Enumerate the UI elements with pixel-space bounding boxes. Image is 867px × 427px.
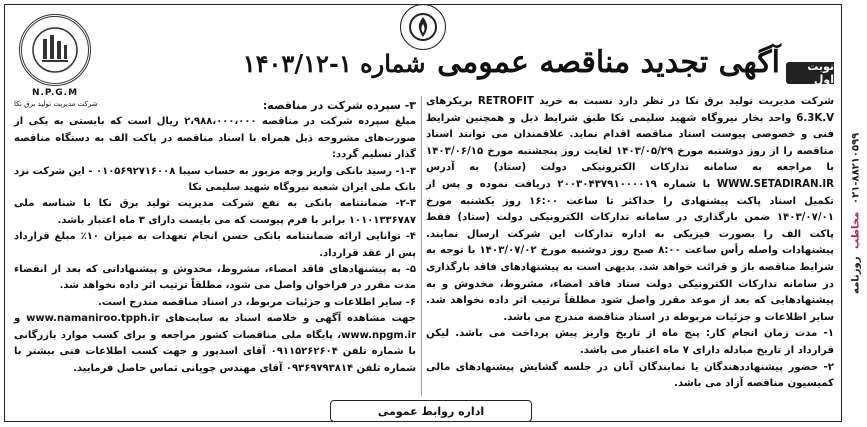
bank-guarantee-paragraph: ۲-۳- ضمانتنامه بانکی به نفع شرکت مدیریت تولید برق نکا با شناسه ملی ۱۰۱۰۱۳۳۶۷۸۷ برابر با فرم پیوست که می بایست دارای ۳ ماه اعتبار باشد. — [14, 198, 416, 226]
rejection-paragraph: ۵- به پیشنهادهای فاقد امضاء، مشروط، مخدوش و پیشنهاداتی که بعد از انقضاء مدت مقرر در فراخوان واصل می شود، مطلقاً ترتیب اثر داده نخواهد شد. — [14, 264, 416, 292]
company-seal-icon — [19, 14, 91, 86]
right-column — [426, 94, 834, 393]
side-highlight: مخاطب — [850, 211, 862, 249]
contact-paragraph: جهت مشاهده آگهی و خلاصه اسناد به سایت‌های www.namaniroo.tpph.ir و www.npgm.ir، پایگاه ملی مناقصات کشور مراجعه و برای کسب موارد بازرگانی با شماره تلفن ۰۹۱۱۵۲۶۲۶۰۴ آقای اسدپور و جهت کسب اطلاعات فنی بیشتر با شماره تلفن ۰۹۳۶۹۷۹۳۸۱۴ آقای مهندس چوپانی تماس حاصل فرمایید. — [14, 313, 416, 374]
deposit-paragraph: مبلغ سپرده شرکت در مناقصه ۲،۹۸۸،۰۰۰،۰۰۰ ریال است که بایستی به یکی از صورت‌های مشروحه ذیل همراه با اسناد مناقصه در پاکت الف به دستگاه مناقصه گذار تسلیم گردد: — [14, 116, 417, 161]
intro-paragraph: شرکت مدیریت تولید برق نکا در نظر دارد نسبت به خرید RETROFIT بریکرهای 6.3K.V واحد بخار نیروگاه شهید سلیمی نکا طبق شرایط ذیل و همچنین شرایط فنی و خصوصی پیوست اسناد مناقصه اقدام نماید. علاقمندان می توانند اسناد مناقصه را از روز دوشنبه مورخ ۱۴۰۳/۰۵/۲۹ لغایت روز پنجشنبه مورخ ۱۴۰۳/۰۶/۱۵ با مراجعه به سامانه تدارکات الکترونیکی دولت (ستاد) به آدرس WWW.SETADIRAN.IR با شماره ۲۰۰۳۰۴۳۷۹۱۰۰۰۰۱۹ دریافت نموده و پس از تکمیل اسناد پاکت پیشنهادی را حداکثر تا ساعت ۱۶:۰۰ روز یکشنبه مورخ ۱۴۰۳/۰۷/۰۱ ضمن بارگذاری در سامانه تدارکات الکترونیکی دولت (ستاد) فقط پاکت الف را بصورت فیزیکی به اداره تدارکات این شرکت ارسال نمایند. پیشنهادات واصله رأس ساعت ۸:۰۰ صبح روز دوشنبه مورخ ۱۴۰۳/۰۷/۰۲ با توجه به شرایط مناقصه باز و قرائت خواهد شد. بدیهی است به پیشنهادهای فاقد بارگذاری در سامانه تدارکات الکترونیکی دولت ستاد فاقد امضاء، مشروط، مخدوش و به پیشنهادهایی که بعد از موعد مقرر واصل شود مطلقاً ترتیب اثر داده نخواهد شد. سایر اطلاعات و جزئیات مربوطه در اسناد مناقصه مندرج می باشد. — [426, 96, 834, 323]
logo-company-name: شرکت مدیریت تولید برق نکا — [14, 100, 98, 108]
bank-receipt-paragraph: ۱-۳- رسید بانکی واریز وجه مزبور به حساب سیبا ۰۱۰۵۶۹۲۷۱۶۰۰۸ - این شرکت نزد بانک ملی ایران شعبه نیروگاه شهید سلیمی نکا — [14, 165, 416, 194]
performance-guarantee-paragraph: ۴- توانایی ارائه ضمانتنامه بانکی حسن انجام تعهدات به میزان ۱۰٪ مبلغ قرارداد پس از عقد قرارداد. — [14, 231, 416, 259]
round-badge: نوبت اول — [786, 62, 834, 84]
logo-abbreviation: N.P.G.M — [31, 88, 79, 98]
attendance-paragraph: ۲- حضور پیشنهاددهندگان یا نمایندگان آنان در جلسه گشایش پیشنهادهای مالی کمیسیون مناقصه آزاد می باشد. — [426, 361, 834, 390]
side-strip — [845, 0, 867, 427]
footer-signature: اداره روابط عمومی — [330, 400, 532, 422]
page-title — [120, 45, 780, 80]
title-main: آگهی تجدید مناقصه عمومی — [437, 45, 780, 80]
other-info-paragraph: ۶- سایر اطلاعات و جزئیات مربوط، در اسناد مناقصه مندرج است. — [98, 296, 416, 308]
deposit-heading: ۳- سپرده شرکت در مناقصه: — [262, 99, 416, 112]
flame-emblem-icon — [400, 4, 446, 50]
side-date-label: روزنامه — [850, 256, 862, 295]
work-duration-paragraph: ۱- مدت زمان انجام کار: پنج ماه از تاریخ واریز پیش پرداخت می باشد. لیکن قرارداد از تاریخ مبادله دارای ۷ ماه اعتبار می باشد. — [426, 328, 834, 356]
side-phone: ۰۲۱-۸۸۲۱۰۵۹۹ — [850, 132, 862, 204]
company-logo — [14, 14, 98, 108]
left-column — [14, 98, 416, 377]
column-divider — [421, 96, 422, 396]
title-number: شماره ۱-۱۴۰۳/۱۲ — [242, 49, 426, 78]
